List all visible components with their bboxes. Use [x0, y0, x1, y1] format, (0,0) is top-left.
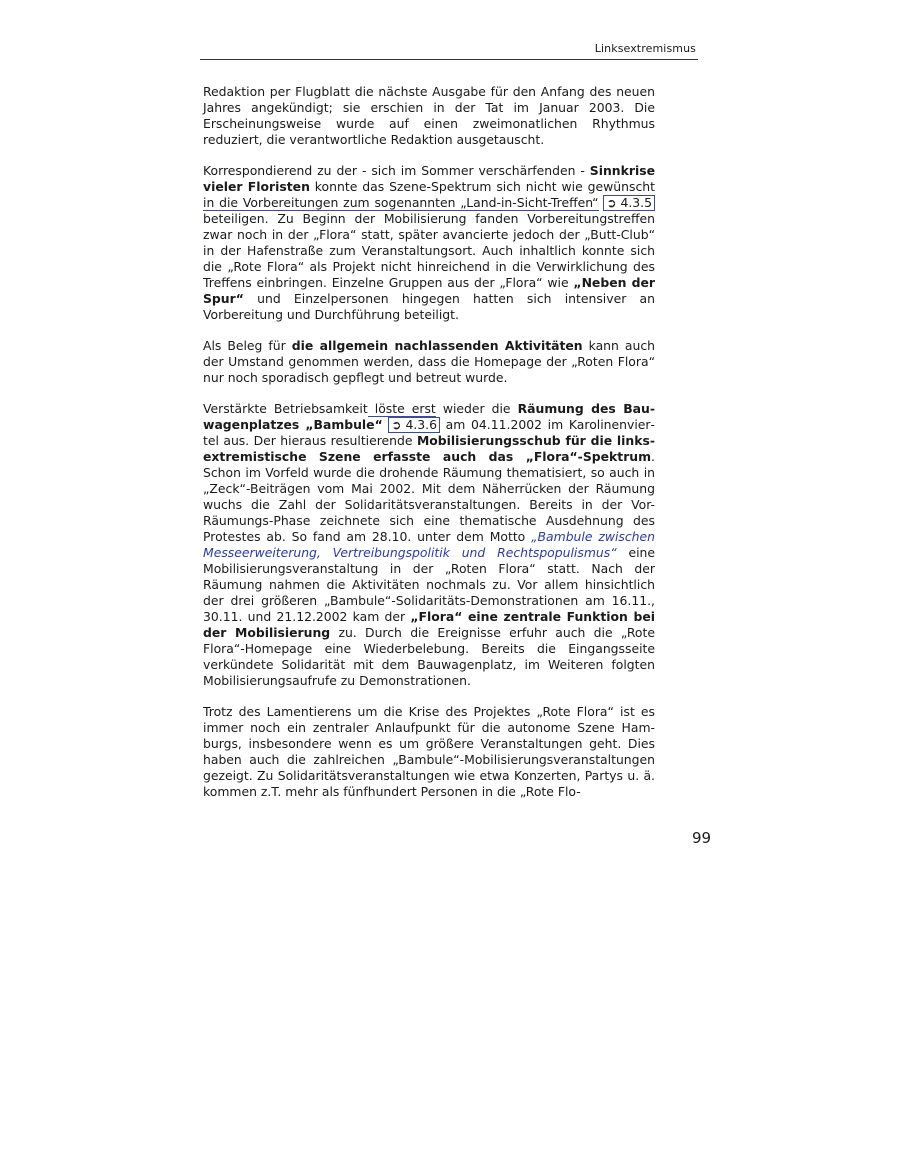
- cross-reference-4-3-6[interactable]: [388, 417, 440, 433]
- paragraph-text: Redaktion per Flugblatt die nächste Ausgabe für den Anfang des neuen Jahres angekündigt; sie erschien in der Tat im Januar 2003. Die Erscheinungsweise wurde auf einen zweimonatlichen Rhythmus reduziert, die verantwortliche Redaktion ausgetauscht.: [203, 84, 655, 147]
- paragraph-text: eine Mobilisierungsveranstaltung in der „Roten Flora“ statt. Nach der Räumung nahmen die Aktivitäten nochmals zu. Vor allem hinsichtlich der drei größeren „Bambule“-Solidaritäts-Demonstrationen am 16.11., 30.11. und 21.12.2002 kam der: [203, 545, 655, 624]
- paragraph-4: [203, 401, 655, 689]
- reference-label: 4.3.6: [405, 417, 437, 432]
- paragraph-text: wieder die: [435, 401, 518, 416]
- paragraph-text: zu. Durch die Ereignisse erfuhr auch die „Rote Flora“-Homepage eine Wiederbelebung. Bereits die Eingangsseite verkündete Solidarität mit dem Bauwagenplatz, im Weiteren folgten Mobilisierungsaufrufe zu Demonstrationen.: [203, 625, 655, 688]
- paragraph-text: Trotz des Lamentierens um die Krise des Projektes „Rote Flora“ ist es immer noch ein zentraler Anlaufpunkt für die autonome Szene Hamburgs, insbesondere wenn es um größere Veranstaltungen geht. Dies haben auch die zahlreichen „Bambule“-Mobilisierungsveranstaltungen gezeigt. Zu Solidaritätsveranstaltungen wie etwa Konzerten, Partys u. ä. kommen z.T. mehr als fünfhundert Personen in die „Rote Flo-: [203, 704, 655, 799]
- paragraph-text: am 04.11.2002 im Karolinenviertel aus. Der hieraus resultierende: [203, 417, 655, 448]
- arrow-icon: ➲: [606, 196, 617, 210]
- arrow-icon: ➲: [391, 418, 402, 432]
- body-text: [203, 84, 655, 815]
- cross-reference-4-3-5[interactable]: [603, 195, 655, 211]
- paragraph-2: [203, 163, 655, 323]
- cross-reference-link[interactable]: löste erst: [367, 401, 436, 416]
- running-header: [200, 40, 698, 60]
- paragraph-3: [203, 338, 655, 386]
- paragraph-text: Korrespondierend zu der - sich im Sommer verschärfenden -: [203, 163, 590, 178]
- bold-phrase: „Neben der Spur“: [203, 275, 655, 306]
- paragraph-5: [203, 704, 655, 800]
- paragraph-1: [203, 84, 655, 148]
- paragraph-text: . Schon im Vorfeld wurde die drohende Räumung thematisiert, so auch in „Zeck“-Beiträgen vom Mai 2002. Mit dem Näherrücken der Räumung wuchs die Zahl der Solidaritätsveranstaltungen. Bereits in der Vor-Räumungs-Phase zeichnete sich eine thematische Ausdehnung des Protestes ab. So fand am 28.10. unter dem Motto: [203, 449, 655, 544]
- header-title: Linksextremismus: [594, 42, 696, 55]
- bold-phrase: Mobilisierungsschub für die linksextremistische Szene erfasste auch das „Flora“-Spektrum: [203, 433, 655, 464]
- bold-phrase: Sinnkrise vieler Floristen: [203, 163, 655, 194]
- bold-phrase: die allgemein nachlassenden Aktivitäten: [291, 338, 583, 353]
- cross-reference-link[interactable]: in die Vorbereitungen zum sogenannten „Land-in-Sicht-Treffen“: [203, 195, 599, 210]
- motto-quote: „Bambule zwischen Messeerweiterung, Vertreibungspolitik und Rechtspopulismus“: [203, 529, 655, 560]
- paragraph-text: Verstärkte Betriebsamkeit: [203, 401, 368, 416]
- paragraph-text: konnte das Szene-Spektrum sich nicht wie gewünscht: [309, 179, 655, 194]
- reference-label: 4.3.5: [620, 195, 652, 210]
- page-number: 99: [692, 829, 712, 847]
- paragraph-text: kann auch der Umstand genommen werden, dass die Homepage der „Roten Flora“ nur noch sporadisch gepflegt und betreut wurde.: [203, 338, 655, 385]
- paragraph-text: Als Beleg für: [203, 338, 292, 353]
- bold-phrase: „Flora“ eine zentrale Funktion bei der Mobilisierung: [203, 609, 655, 640]
- bold-phrase: Räumung des Bauwagenplatzes „Bambule“: [203, 401, 655, 432]
- paragraph-text: beteiligen. Zu Beginn der Mobilisierung fanden Vorbereitungstreffen zwar noch in der „Flora“ statt, später avancierte jedoch der „Butt-Club“ in der Hafenstraße zum Veranstaltungsort. Auch inhaltlich konnte sich die „Rote Flora“ als Projekt nicht hinreichend in die Verwirklichung des Treffens einbringen. Einzelne Gruppen aus der „Flora“ wie: [203, 211, 655, 290]
- paragraph-text: und Einzelpersonen hingegen hatten sich intensiver an Vorbereitung und Durchführung beteiligt.: [203, 291, 655, 322]
